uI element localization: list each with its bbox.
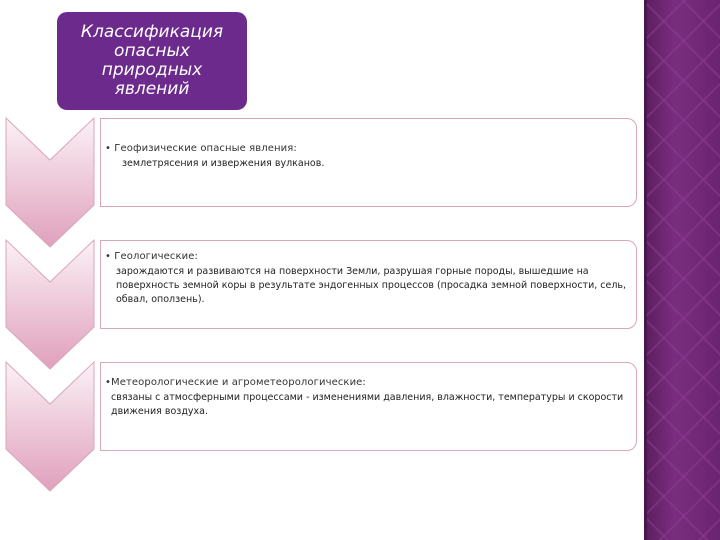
chevron-1	[6, 118, 94, 247]
page-title: Классификация опасных природных явлений	[80, 22, 224, 99]
card-body: зарождаются и развиваются на поверхности Земли, разрушая горные породы, вышедшие на поверхность земной коры в результате эндогенных процессов (просадка земной поверхности, сель, обвал, оползень).	[116, 266, 627, 305]
card-heading: •Метеорологические и агрометеорологические:	[105, 377, 366, 388]
card-heading: • Геологические:	[105, 251, 198, 262]
card-geological	[100, 240, 637, 329]
chevron-2	[6, 240, 94, 369]
card-meteorological	[100, 362, 637, 451]
chevron-3	[6, 362, 94, 491]
card-heading: • Геофизические опасные явления:	[105, 143, 297, 154]
card-body: землетрясения и извержения вулканов.	[122, 158, 325, 169]
card-body: связаны с атмосферными процессами - изменениями давления, влажности, температуры и скорости движения воздуха.	[111, 392, 624, 417]
card-geophysical	[100, 118, 637, 207]
